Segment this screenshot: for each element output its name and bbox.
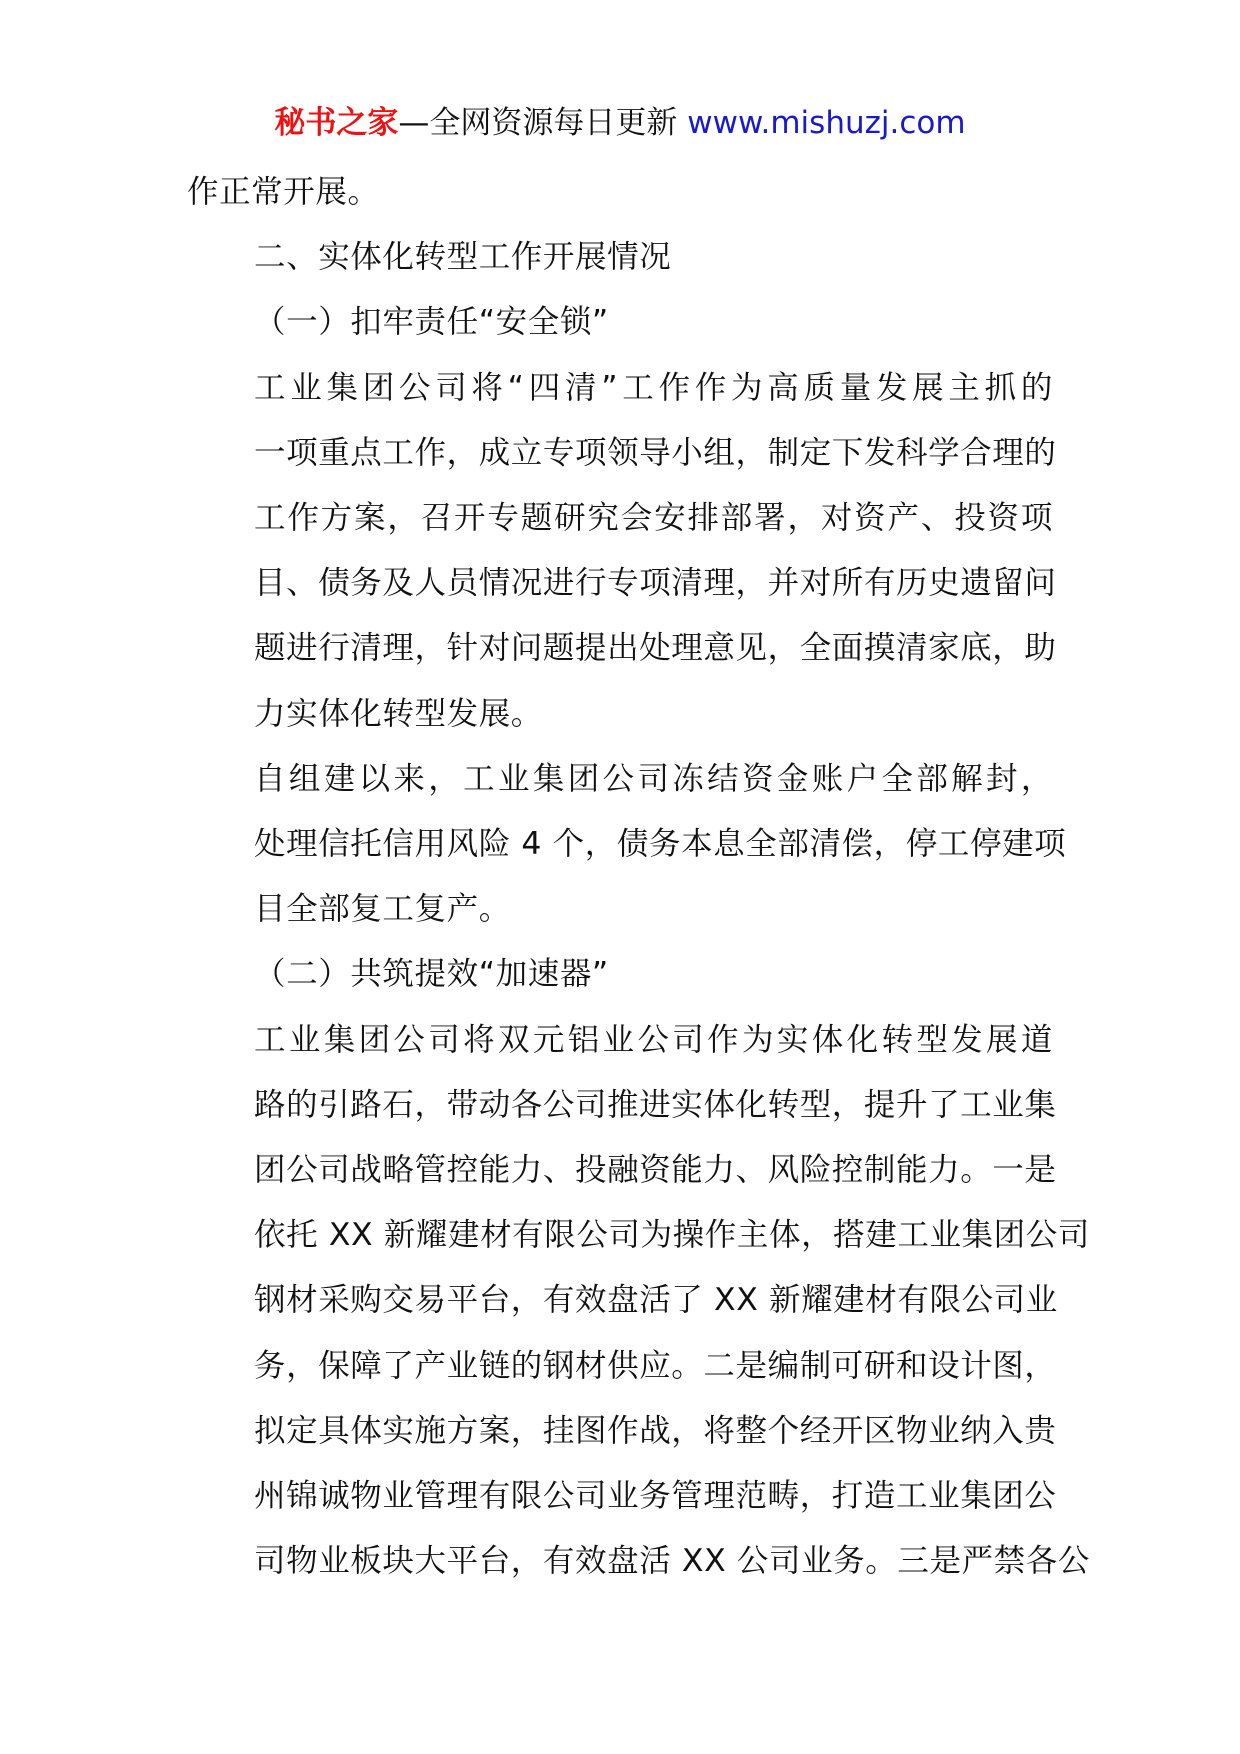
subsection-heading-1 bbox=[187, 290, 1053, 355]
document-body bbox=[187, 160, 1090, 1594]
paragraph bbox=[187, 356, 1057, 747]
header-tagline: —全网资源每日更新 bbox=[398, 105, 678, 141]
text-line: 工业集团公司将“四清”工作作为高质量发展主抓的 bbox=[254, 369, 1053, 406]
text-line: 自组建以来，工业集团公司冻结资金账户全部解封， bbox=[254, 760, 1053, 797]
text-line: 依托 XX 新耀建材有限公司为操作主体，搭建工业集团公司 bbox=[254, 1217, 1090, 1254]
subsection-heading-2 bbox=[187, 942, 1053, 1007]
text-line: （一）扣牢责任“安全锁” bbox=[254, 304, 609, 341]
text-line: 路的引路石，带动各公司推进实体化转型，提升了工业集 bbox=[254, 1086, 1057, 1123]
paragraph-continuation bbox=[187, 160, 1053, 225]
paragraph bbox=[187, 747, 1067, 943]
text-line: 二、实体化转型工作开展情况 bbox=[254, 239, 672, 276]
paragraph bbox=[187, 1008, 1090, 1595]
document-header bbox=[0, 100, 1240, 146]
header-url: www.mishuzj.com bbox=[687, 105, 966, 141]
text-line: （二）共筑提效“加速器” bbox=[254, 956, 609, 993]
text-line: 拟定具体实施方案，挂图作战，将整个经开区物业纳入贵 bbox=[254, 1412, 1057, 1449]
text-line: 一项重点工作，成立专项领导小组，制定下发科学合理的 bbox=[254, 434, 1057, 471]
text-line: 目全部复工复产。 bbox=[254, 891, 511, 928]
text-line: 州锦诚物业管理有限公司业务管理范畴，打造工业集团公 bbox=[254, 1478, 1057, 1515]
text-line: 工作方案，召开专题研究会安排部署，对资产、投资项 bbox=[254, 500, 1053, 537]
text-line: 工业集团公司将双元铝业公司作为实体化转型发展道 bbox=[254, 1021, 1053, 1058]
text-line: 作正常开展。 bbox=[187, 174, 380, 210]
text-line: 力实体化转型发展。 bbox=[254, 695, 543, 732]
text-line: 目、债务及人员情况进行专项清理，并对所有历史遗留问 bbox=[254, 565, 1057, 602]
section-heading bbox=[187, 225, 1053, 290]
text-line: 团公司战略管控能力、投融资能力、风险控制能力。一是 bbox=[254, 1152, 1057, 1189]
text-line: 司物业板块大平台，有效盘活 XX 公司业务。三是严禁各公 bbox=[254, 1543, 1090, 1580]
text-line: 务，保障了产业链的钢材供应。二是编制可研和设计图， bbox=[254, 1347, 1057, 1384]
text-line: 钢材采购交易平台，有效盘活了 XX 新耀建材有限公司业 bbox=[254, 1282, 1058, 1319]
brand-name: 秘书之家 bbox=[274, 105, 399, 141]
text-line: 处理信托信用风险 4 个，债务本息全部清偿，停工停建项 bbox=[254, 826, 1067, 863]
text-line: 题进行清理，针对问题提出处理意见，全面摸清家底，助 bbox=[254, 630, 1057, 667]
